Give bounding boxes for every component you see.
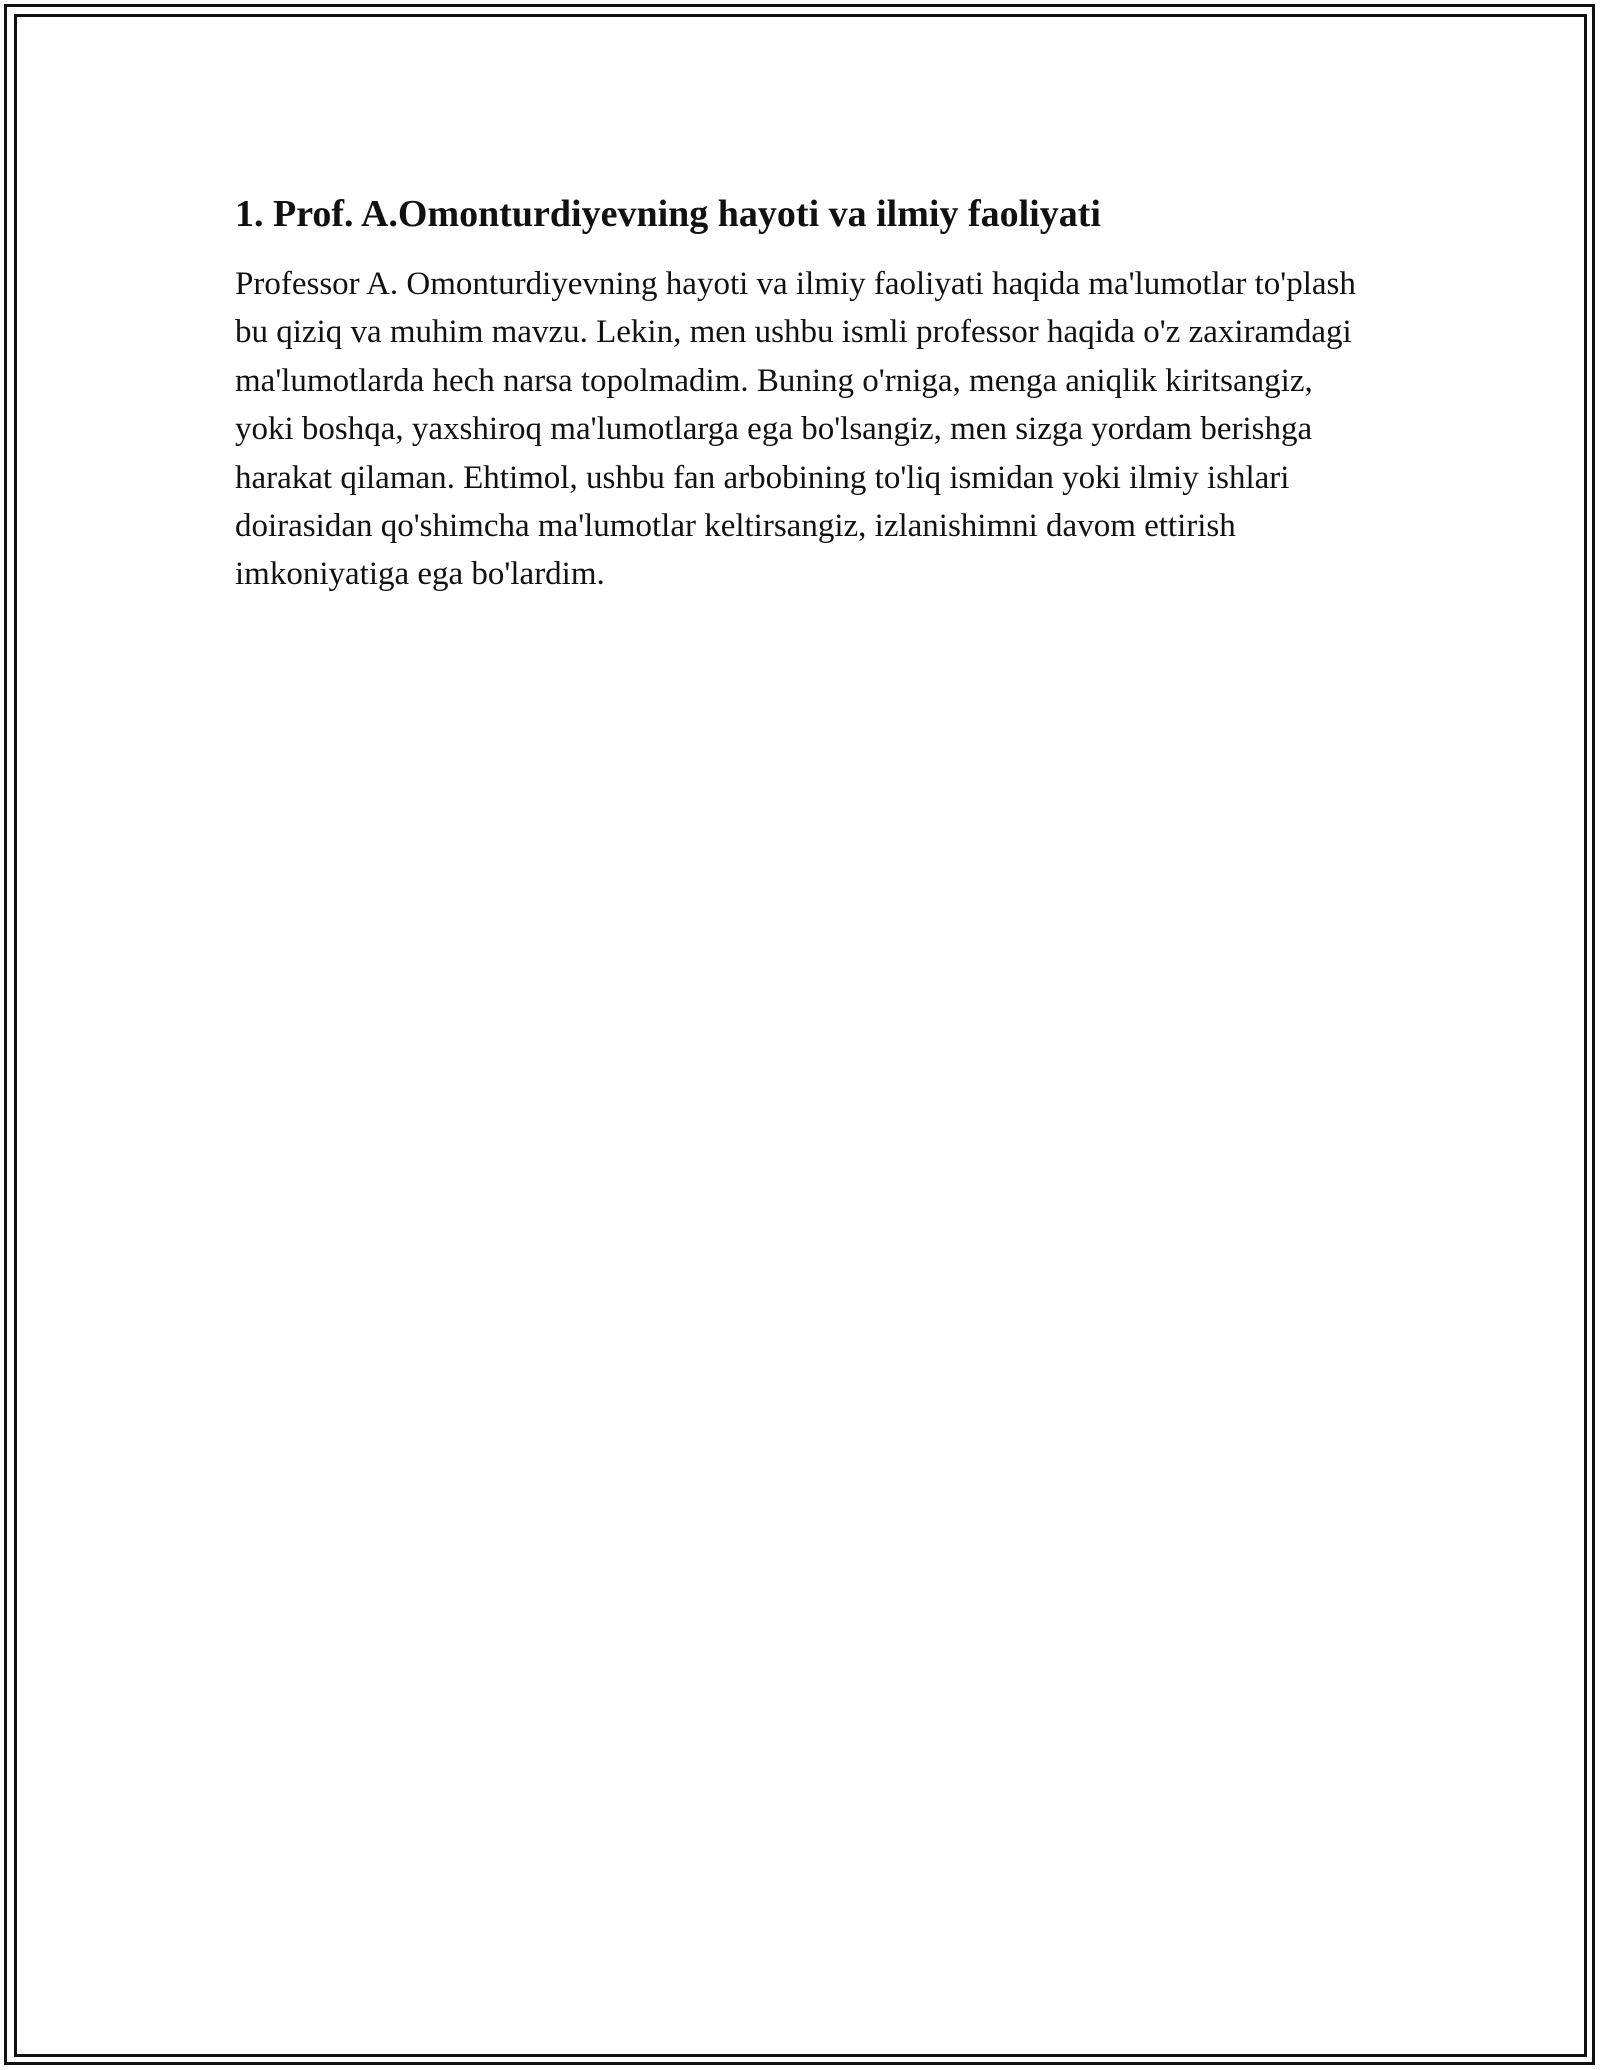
section-heading: 1. Prof. A.Omonturdiyevning hayoti va ilmiy faoliyati: [235, 193, 1101, 235]
body-paragraph: Professor A. Omonturdiyevning hayoti va ilmiy faoliyati haqida ma'lumotlar to'plash bu qiziq va muhim mavzu. Lekin, men ushbu ismli professor haqida o'z zaxiramdagi ma'lumotlarda hech narsa topolmadim. Buning o'rniga, menga aniqlik kiritsangiz, yoki boshqa, yaxshiroq ma'lumotlarga ega bo'lsangiz, men sizga yordam berishga harakat qilaman. Ehtimol, ushbu fan arbobining to'liq ismidan yoki ilmiy ishlari doirasidan qo'shimcha ma'lumotlar keltirsangiz, izlanishimni davom ettirish imkoniyatiga ega bo'lardim.: [235, 266, 1356, 593]
document-content: [235, 186, 1370, 599]
